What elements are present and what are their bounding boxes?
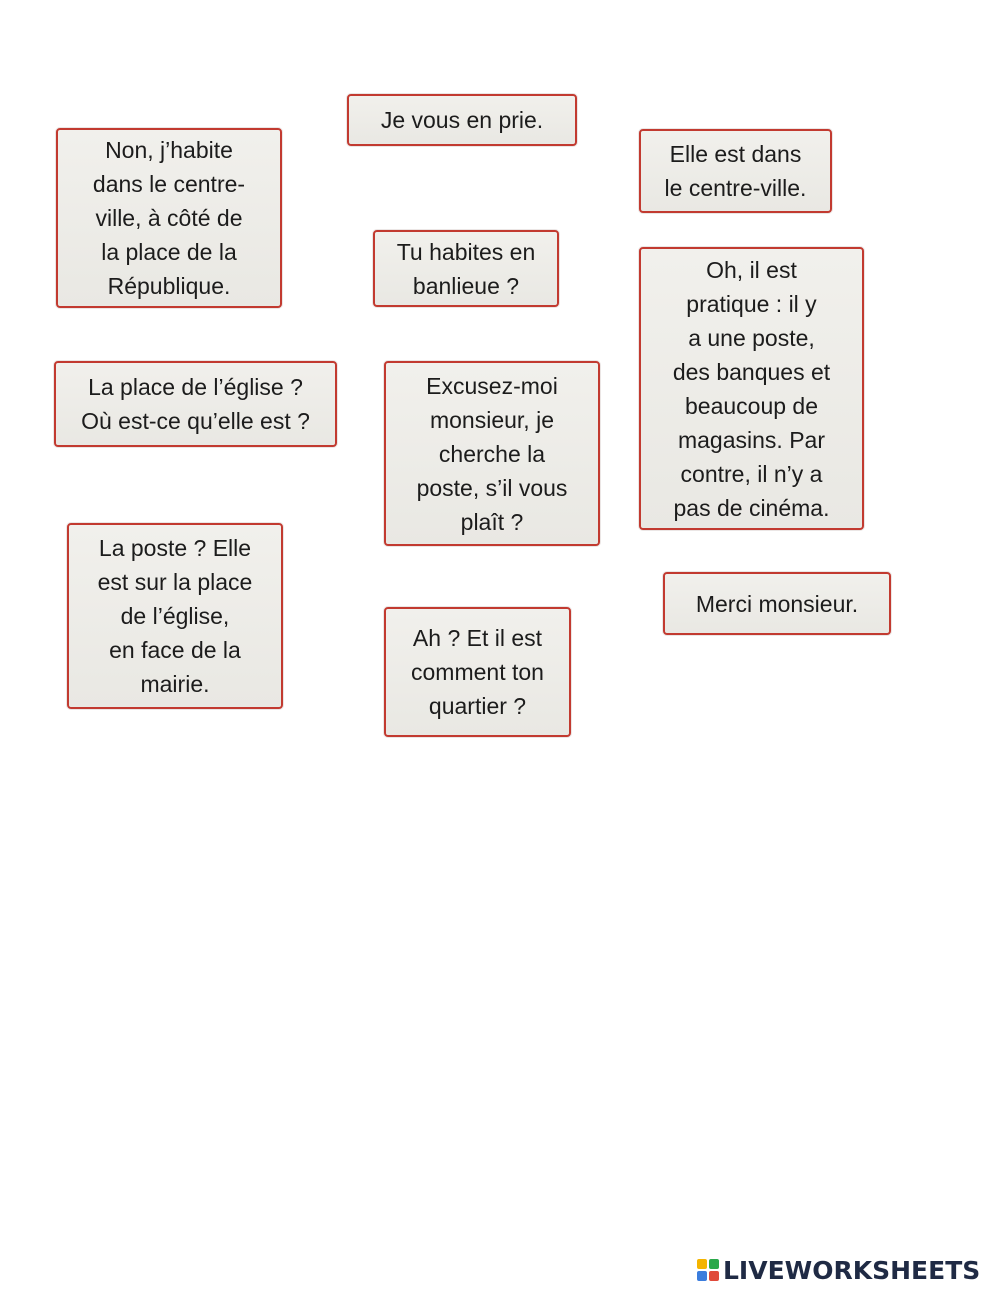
brand-name: LIVEWORKSHEETS — [723, 1255, 981, 1285]
liveworksheets-brand — [697, 1252, 980, 1288]
dialogue-card-text: Oh, il est pratique : il y a une poste, des banques et beaucoup de magasins. Par contre, il n’y a pas de cinéma. — [672, 256, 831, 521]
dialogue-card-text: Je vous en prie. — [380, 107, 544, 133]
dialogue-card-je-vous-en-prie[interactable] — [347, 94, 577, 146]
dialogue-card-text: La poste ? Elle est sur la place de l’église, en face de la mairie. — [97, 535, 253, 697]
dialogue-card-la-place-de-l-eglise[interactable] — [54, 361, 337, 447]
dialogue-card-text: Merci monsieur. — [695, 590, 859, 617]
dialogue-card-non-j-habite[interactable] — [56, 128, 282, 308]
dialogue-card-elle-est-dans[interactable] — [639, 129, 832, 213]
dialogue-card-ah-et-il-est[interactable] — [384, 607, 571, 737]
dialogue-card-text: La place de l’église ? Où est-ce qu’elle est ? — [81, 374, 310, 434]
dialogue-card-tu-habites[interactable] — [373, 230, 559, 307]
dialogue-card-text: Excusez-moi monsieur, je cherche la poste, s’il vous plaît ? — [416, 372, 568, 535]
dialogue-card-oh-il-est-pratique[interactable] — [639, 247, 864, 530]
dialogue-card-text: Elle est dans le centre-ville. — [664, 141, 807, 201]
dialogue-card-la-poste-elle[interactable] — [67, 523, 283, 709]
dialogue-card-excusez-moi[interactable] — [384, 361, 600, 546]
dialogue-card-text: Non, j’habite dans le centre- ville, à côté de la place de la République. — [92, 137, 246, 299]
liveworksheets-logo-icon — [697, 1259, 719, 1281]
dialogue-card-text: Tu habites en banlieue ? — [396, 238, 536, 299]
dialogue-card-merci-monsieur[interactable] — [663, 572, 891, 635]
dialogue-card-text: Ah ? Et il est comment ton quartier ? — [411, 625, 544, 719]
